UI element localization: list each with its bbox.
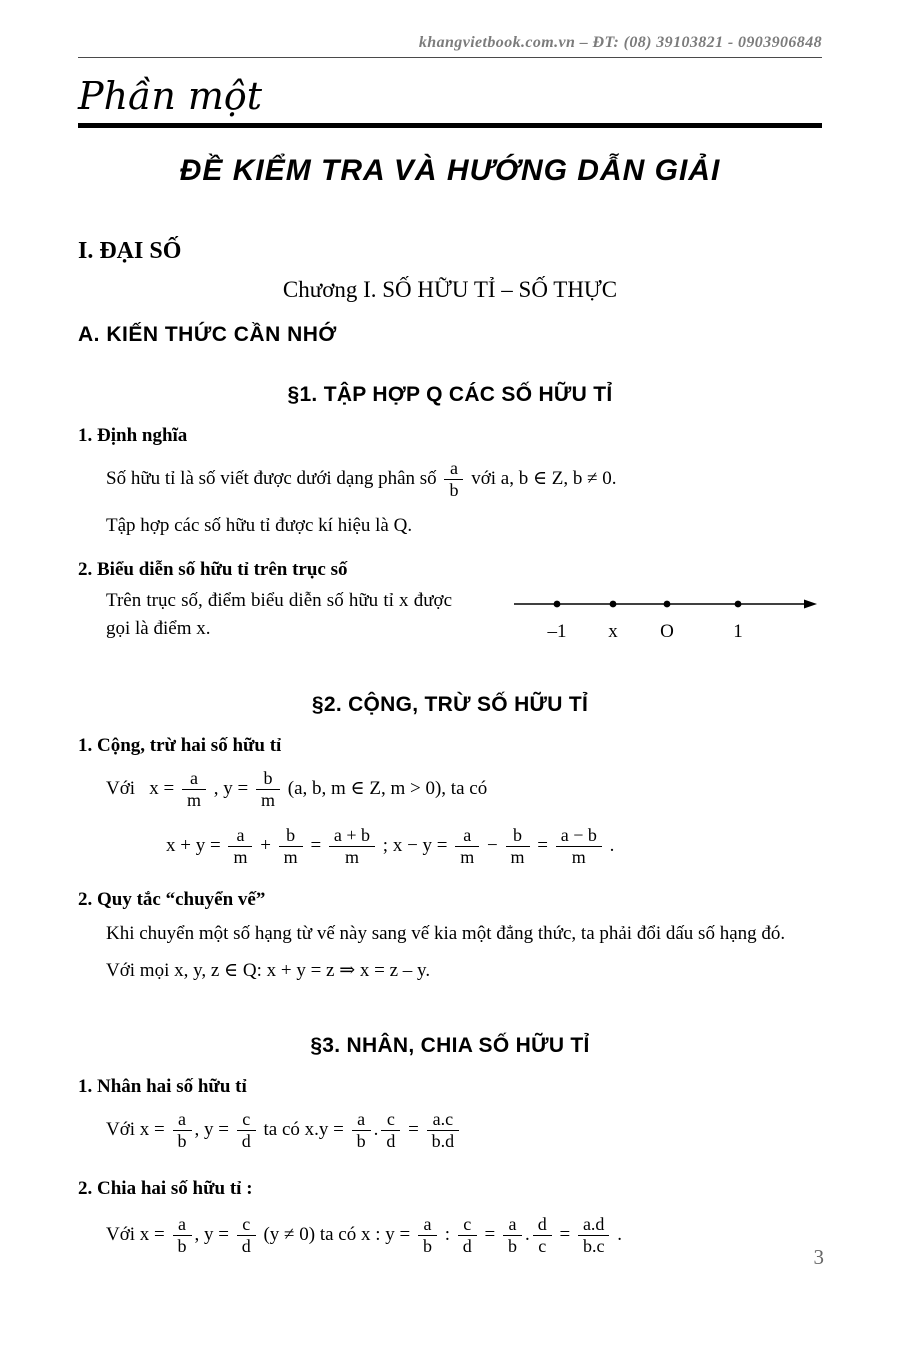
header-rule (78, 57, 822, 58)
section3-title: §3. NHÂN, CHIA SỐ HỮU TỈ (310, 1033, 590, 1057)
fraction: $\frac{a + b}{m}$ (329, 825, 375, 868)
fraction: $\frac{b}{m}$ (256, 768, 280, 811)
section2-item2-heading: 2. Quy tắc “chuyển vế” (78, 888, 266, 910)
number-line-point (735, 600, 742, 607)
number-line-caption: Trên trục số, điểm biểu diễn số hữu tỉ x được gọi là điểm x. (106, 589, 452, 640)
section2-item1-heading: 1. Cộng, trừ hai số hữu tỉ (78, 734, 282, 756)
number-line-label: –1 (547, 620, 567, 642)
section3-item2-heading: 2. Chia hai số hữu tỉ : (78, 1178, 253, 1200)
fraction: $\frac{a.c}{b.d}$ (427, 1109, 460, 1152)
part-divider (78, 123, 822, 128)
number-line-label: 1 (733, 620, 743, 642)
knowledge-heading: A. KIẾN THỨC CẦN NHỚ (78, 322, 337, 346)
fraction: $\frac{a}{m}$ (228, 825, 252, 868)
fraction: $\frac{c}{d}$ (458, 1214, 477, 1257)
section2-sum-intro-formula: Với x = $\frac{a}{m}$ , y = $\frac{b}{m}$ (a, b, m ∈ Z, m > 0), ta có (106, 767, 488, 810)
section1-item1-heading: 1. Định nghĩa (78, 424, 188, 446)
section1-definition-note: Tập hợp các số hữu tỉ được kí hiệu là Q. (106, 515, 413, 537)
section2-transfer-rule-text: Khi chuyển một số hạng từ vế này sang vế kia một đẳng thức, ta phải đổi dấu số hạng đó. (106, 922, 786, 944)
main-title: ĐỀ KIỂM TRA VÀ HƯỚNG DẪN GIẢI (179, 153, 721, 187)
fraction: $\frac{a}{b}$ (352, 1109, 371, 1152)
section1-title: §1. TẬP HỢP Q CÁC SỐ HỮU TỈ (287, 382, 613, 406)
fraction: $\frac{c}{d}$ (381, 1109, 400, 1152)
number-line-label: O (660, 620, 674, 642)
fraction: $\frac{a}{m}$ (455, 825, 479, 868)
fraction: $\frac{a}{b}$ (418, 1214, 437, 1257)
fraction: $\frac{d}{c}$ (533, 1214, 552, 1257)
fraction: $\frac{a}{m}$ (182, 768, 206, 811)
number-line-figure (512, 591, 818, 647)
section3-divide-formula: Với x = $\frac{a}{b}$ , y = $\frac{c}{d}$ (y ≠ 0) ta có x : y = $\frac{a}{b}$ : $\frac{c}{d}$ = $\frac{a}{b}$ . $\frac{d}{c}$ = $\frac{a.d}{b.c}$ . (106, 1214, 622, 1257)
fraction: $\frac{a - b}{m}$ (556, 825, 602, 868)
number-line-point (610, 600, 617, 607)
page-number: 3 (813, 1245, 824, 1269)
fraction: $\frac{b}{m}$ (506, 825, 530, 868)
fraction: $\frac{a}{b}$ (503, 1214, 522, 1257)
section2-sum-main-formula: x + y = $\frac{a}{m}$ + $\frac{b}{m}$ = $\frac{a + b}{m}$ ; x − y = $\frac{a}{m}$ − $\frac{b}{m}$ = $\frac{a - b}{m}$ . (166, 825, 615, 868)
fraction: $\frac{b}{m}$ (279, 825, 303, 868)
algebra-heading: I. ĐẠI SỐ (78, 237, 182, 264)
section2-title: §2. CỘNG, TRỪ SỐ HỮU TỈ (311, 692, 589, 716)
header-contact-line: khangvietbook.com.vn – ĐT: (08) 39103821 - 0903906848 (418, 34, 822, 51)
fraction: $\frac{c}{d}$ (237, 1214, 256, 1257)
section1-item2-heading: 2. Biểu diễn số hữu tỉ trên trục số (78, 558, 348, 580)
number-line-point (554, 600, 561, 607)
section1-definition-formula: Số hữu tỉ là số viết được dưới dạng phân số $\frac{a}{b}$ với a, b ∈ Z, b ≠ 0. (106, 457, 617, 501)
fraction: $\frac{a}{b}$ (173, 1214, 192, 1257)
section2-transfer-rule-formula: Với mọi x, y, z ∈ Q: x + y = z ⇒ x = z – y. (106, 960, 431, 982)
fraction: $\frac{c}{d}$ (237, 1109, 256, 1152)
fraction: $\frac{a}{b}$ (444, 458, 463, 501)
chapter-title: Chương I. SỐ HỮU TỈ – SỐ THỰC (282, 276, 618, 302)
section3-item1-heading: 1. Nhân hai số hữu tỉ (78, 1075, 247, 1097)
number-line-block (106, 587, 822, 647)
fraction: $\frac{a.d}{b.c}$ (578, 1214, 610, 1257)
part-label: Phần một (78, 74, 263, 118)
section3-multiply-formula: Với x = $\frac{a}{b}$ , y = $\frac{c}{d}$ ta có x.y = $\frac{a}{b}$ . $\frac{c}{d}$ = $\frac{a.c}{b.d}$ (106, 1107, 822, 1154)
number-line-arrow-icon (804, 599, 817, 608)
fraction: $\frac{a}{b}$ (173, 1109, 192, 1152)
number-line-label: x (608, 620, 618, 642)
number-line-point (664, 600, 671, 607)
